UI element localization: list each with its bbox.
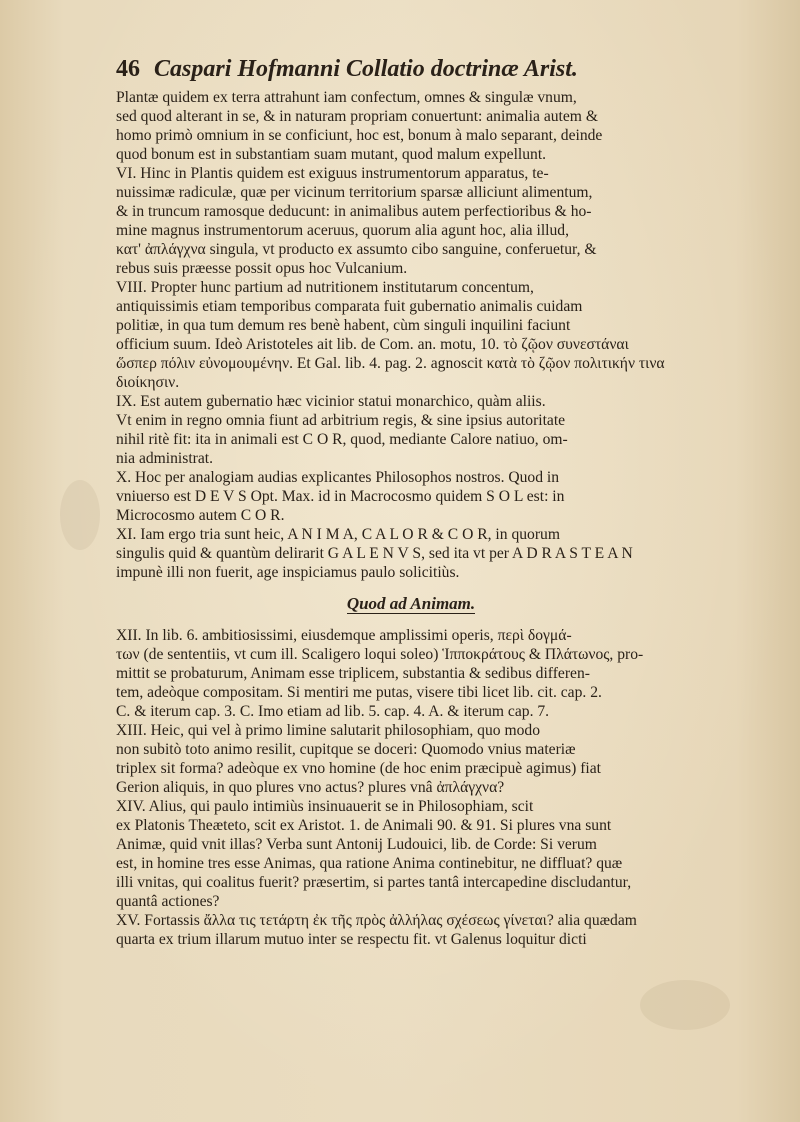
- text-line: κατ' ἀπλάγχνα singula, vt producto ex assumto cibo sanguine, conferuetur, &: [116, 241, 597, 258]
- text-line: triplex sit forma? adeòque ex vno homine (de hoc enim præcipuè agimus) fiat: [116, 760, 601, 777]
- running-title: Caspari Hofmanni Collatio doctrinæ Arist.: [154, 56, 578, 82]
- text-line: officium suum. Ideò Aristoteles ait lib. de Com. an. motu, 10. τὸ ζῷον συνεστάναι: [116, 336, 629, 353]
- text-line: mittit se probaturum, Animam esse triplicem, substantia & sedibus differen-: [116, 665, 590, 682]
- text-line: ὥσπερ πόλιν εὐνομουμένην. Et Gal. lib. 4. pag. 2. agnoscit κατὰ τὸ ζῷον πολιτικήν τινα: [116, 355, 665, 372]
- text-line: mine magnus instrumentorum aceruus, quorum alia agunt hoc, alia illud,: [116, 222, 569, 239]
- text-line: X. Hoc per analogiam audias explicantes Philosophos nostros. Quod in: [116, 469, 560, 486]
- text-line: quod bonum est in substantiam suam mutant, quod malum expellunt.: [116, 146, 547, 163]
- text-line: C. & iterum cap. 3. C. Imo etiam ad lib. 5. cap. 4. A. & iterum cap. 7.: [116, 703, 550, 720]
- text-line: tem, adeòque compositam. Si mentiri me putas, visere tibi licet lib. cit. cap. 2.: [116, 684, 602, 701]
- text-line: IX. Est autem gubernatio hæc vicinior statui monarchico, quàm aliis.: [116, 393, 546, 410]
- section-heading: [116, 582, 706, 626]
- text-line: impunè illi non fuerit, age inspiciamus paulo solicitiùs.: [116, 564, 460, 581]
- text-line: Plantæ quidem ex terra attrahunt iam confectum, omnes & singulæ vnum,: [116, 89, 577, 106]
- text-line: sed quod alterant in se, & in naturam propriam conuertunt: animalia autem &: [116, 108, 598, 125]
- text-body: [116, 88, 706, 949]
- text-line: των (de sententiis, vt cum ill. Scaligero loqui soleo) Ἱπποκράτους & Πλάτωνος, pro-: [116, 646, 644, 663]
- paper-stain: [60, 480, 100, 550]
- text-line: nihil ritè fit: ita in animali est C O R, quod, mediante Calore natiuo, om-: [116, 431, 568, 448]
- text-line: nia administrat.: [116, 450, 214, 467]
- text-line: quarta ex trium illarum mutuo inter se respectu fit. vt Galenus loquitur dicti: [116, 931, 587, 948]
- text-line: politiæ, in qua tum demum res benè habent, cùm singuli inquilini faciunt: [116, 317, 571, 334]
- text-line: ex Platonis Theæteto, scit ex Aristot. 1. de Animali 90. & 91. Si plures vna sunt: [116, 817, 612, 834]
- text-line: XIII. Heic, qui vel à primo limine salutarit philosophiam, quo modo: [116, 722, 540, 739]
- text-line: est, in homine tres esse Animas, qua ratione Anima continebitur, ne diffluat? quæ: [116, 855, 623, 872]
- text-line: rebus suis præesse possit opus hoc Vulcanium.: [116, 260, 408, 277]
- text-line: singulis quid & quantùm delirarit G A L E N V S, sed ita vt per A D R A S T E A N: [116, 545, 633, 562]
- text-line: διοίκησιν.: [116, 374, 180, 391]
- text-line: XI. Iam ergo tria sunt heic, A N I M A, C A L O R & C O R, in quorum: [116, 526, 560, 543]
- text-line: Microcosmo autem C O R.: [116, 507, 285, 524]
- text-line: Gerion aliquis, in quo plures vno actus? plures vnâ ἀπλάγχνα?: [116, 779, 505, 796]
- page-number: 46: [116, 56, 140, 82]
- paper-stain: [640, 980, 730, 1030]
- text-line: XIV. Alius, qui paulo intimiùs insinuauerit se in Philosophiam, scit: [116, 798, 534, 815]
- text-line: VI. Hinc in Plantis quidem est exiguus instrumentorum apparatus, te-: [116, 165, 549, 182]
- text-line: illi vnitas, qui coalitus fuerit? præsertim, si partes tantâ intercapedine discludantur,: [116, 874, 632, 891]
- text-line: XV. Fortassis ἄλλα τις τετάρτη ἐκ τῆς πρὸς ἀλλήλας σχέσεως γίνεται? alia quædam: [116, 912, 637, 929]
- text-line: nuissimæ radiculæ, quæ per vicinum territorium sparsæ alliciunt alimentum,: [116, 184, 593, 201]
- text-line: homo primò omnium in se conficiunt, hoc est, bonum à malo separant, deinde: [116, 127, 603, 144]
- text-line: Animæ, quid vnit illas? Verba sunt Antonij Ludouici, lib. de Corde: Si verum: [116, 836, 597, 853]
- text-line: XII. In lib. 6. ambitiosissimi, eiusdemque amplissimi operis, περὶ δογμά-: [116, 627, 572, 644]
- text-line: non subitò toto animo resilit, cupitque se doceri: Quomodo vnius materiæ: [116, 741, 576, 758]
- text-line: & in truncum ramosque deducunt: in animalibus autem perfectioribus & ho-: [116, 203, 592, 220]
- running-header: [116, 56, 716, 90]
- text-line: quantâ actiones?: [116, 893, 220, 910]
- section-heading-text: Quod ad Animam.: [346, 594, 476, 613]
- text-line: antiquissimis etiam temporibus comparata fuit gubernatio animalis cuidam: [116, 298, 583, 315]
- text-line: VIII. Propter hunc partium ad nutritionem institutarum concentum,: [116, 279, 534, 296]
- text-line: Vt enim in regno omnia fiunt ad arbitrium regis, & sine ipsius autoritate: [116, 412, 566, 429]
- text-line: vniuerso est D E V S Opt. Max. id in Macrocosmo quidem S O L est: in: [116, 488, 565, 505]
